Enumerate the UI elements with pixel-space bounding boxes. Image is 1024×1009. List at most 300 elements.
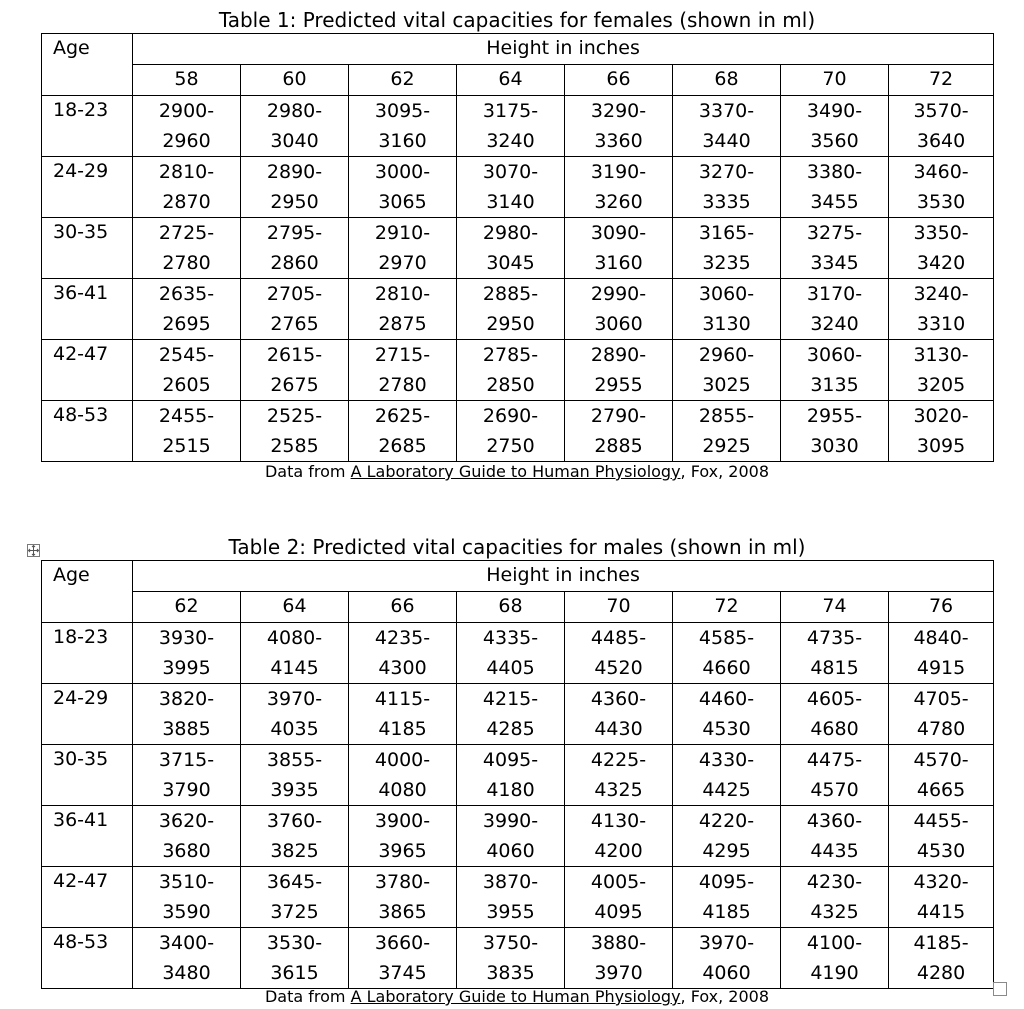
capacity-min: 2635- <box>158 283 215 305</box>
capacity-max: 3045 <box>486 252 535 274</box>
capacity-min: 2810- <box>374 283 431 305</box>
capacity-cell <box>889 806 994 867</box>
capacity-cell <box>133 340 241 401</box>
table2-caption: Table 2: Predicted vital capacities for males (shown in ml) <box>228 535 806 559</box>
capacity-min: 3380- <box>806 161 863 183</box>
capacity-min: 3620- <box>158 810 215 832</box>
capacity-max: 3140 <box>486 191 535 213</box>
table1-source <box>41 462 993 482</box>
capacity-min: 4230- <box>806 871 863 893</box>
capacity-min: 2545- <box>158 344 215 366</box>
capacity-min: 3570- <box>913 100 969 122</box>
capacity-max: 4185 <box>378 718 427 740</box>
table-move-handle-icon[interactable] <box>27 544 40 557</box>
height-column-header: 70 <box>565 592 673 623</box>
capacity-min: 3855- <box>266 749 323 771</box>
capacity-cell <box>133 157 241 218</box>
age-header: Age <box>42 561 133 623</box>
table-row <box>42 928 994 989</box>
capacity-cell <box>349 623 457 684</box>
capacity-cell <box>133 401 241 462</box>
capacity-max: 3615 <box>270 962 319 984</box>
capacity-max: 2585 <box>270 435 319 457</box>
capacity-cell <box>673 279 781 340</box>
capacity-min: 2955- <box>806 405 863 427</box>
capacity-cell <box>565 928 673 989</box>
capacity-cell <box>673 867 781 928</box>
capacity-min: 2795- <box>266 222 323 244</box>
capacity-max: 4280 <box>916 962 966 984</box>
capacity-min: 2715- <box>374 344 431 366</box>
capacity-min: 4455- <box>913 810 969 832</box>
capacity-min: 3400- <box>158 932 215 954</box>
capacity-min: 3290- <box>590 100 647 122</box>
height-values-row <box>42 65 994 96</box>
capacity-cell <box>781 279 889 340</box>
age-range-cell: 30-35 <box>42 745 133 806</box>
capacity-cell <box>349 157 457 218</box>
capacity-min: 4735- <box>806 627 863 649</box>
capacity-min: 3930- <box>158 627 215 649</box>
capacity-cell <box>457 806 565 867</box>
capacity-min: 2980- <box>266 100 323 122</box>
capacity-cell <box>349 745 457 806</box>
capacity-max: 3235 <box>702 252 751 274</box>
source-book-title: A Laboratory Guide to Human Physiology <box>350 462 681 481</box>
capacity-min: 3275- <box>806 222 863 244</box>
capacity-cell <box>565 96 673 157</box>
capacity-max: 2605 <box>162 374 211 396</box>
capacity-min: 4220- <box>698 810 755 832</box>
capacity-max: 2955 <box>594 374 643 396</box>
table-row <box>42 806 994 867</box>
capacity-cell <box>673 157 781 218</box>
capacity-max: 3725 <box>270 901 319 923</box>
capacity-cell <box>133 745 241 806</box>
height-column-header: 72 <box>673 592 781 623</box>
capacity-min: 3070- <box>482 161 539 183</box>
capacity-max: 3530 <box>916 191 966 213</box>
capacity-cell <box>133 806 241 867</box>
capacity-min: 3660- <box>374 932 431 954</box>
capacity-min: 3165- <box>698 222 755 244</box>
capacity-max: 3835 <box>486 962 535 984</box>
capacity-max: 3095 <box>916 435 966 457</box>
capacity-min: 4460- <box>698 688 755 710</box>
capacity-max: 3420 <box>916 252 966 274</box>
capacity-cell <box>349 401 457 462</box>
capacity-min: 2785- <box>482 344 539 366</box>
capacity-min: 3750- <box>482 932 539 954</box>
table-row <box>42 401 994 462</box>
capacity-min: 3970- <box>266 688 323 710</box>
table1-female-vital-capacity <box>41 33 994 462</box>
capacity-min: 4080- <box>266 627 323 649</box>
capacity-cell <box>241 745 349 806</box>
capacity-max: 4190 <box>810 962 859 984</box>
capacity-max: 4060 <box>702 962 751 984</box>
capacity-min: 2705- <box>266 283 323 305</box>
source-book-title: A Laboratory Guide to Human Physiology <box>350 987 681 1006</box>
capacity-max: 2675 <box>270 374 319 396</box>
table2-male-vital-capacity <box>41 560 994 989</box>
capacity-min: 4840- <box>913 627 969 649</box>
capacity-max: 3440 <box>702 130 751 152</box>
capacity-cell <box>781 745 889 806</box>
capacity-max: 4300 <box>378 657 427 679</box>
height-column-header: 68 <box>673 65 781 96</box>
capacity-max: 2875 <box>378 313 427 335</box>
capacity-cell <box>781 806 889 867</box>
height-column-header: 76 <box>889 592 994 623</box>
capacity-max: 3060 <box>594 313 643 335</box>
capacity-max: 4145 <box>270 657 319 679</box>
capacity-cell <box>241 623 349 684</box>
capacity-min: 4095- <box>482 749 539 771</box>
capacity-min: 2725- <box>158 222 215 244</box>
capacity-cell <box>673 806 781 867</box>
table-row <box>42 218 994 279</box>
capacity-max: 4660 <box>702 657 751 679</box>
age-range-cell: 30-35 <box>42 218 133 279</box>
height-column-header: 62 <box>133 592 241 623</box>
height-column-header: 72 <box>889 65 994 96</box>
height-header: Height in inches <box>133 34 994 65</box>
capacity-min: 4215- <box>482 688 539 710</box>
capacity-cell <box>673 218 781 279</box>
age-range-cell: 36-41 <box>42 279 133 340</box>
capacity-max: 3995 <box>162 657 211 679</box>
capacity-min: 3760- <box>266 810 323 832</box>
capacity-min: 3880- <box>590 932 647 954</box>
capacity-min: 3175- <box>482 100 539 122</box>
capacity-min: 2525- <box>266 405 323 427</box>
table2-source <box>41 987 993 1007</box>
capacity-cell <box>781 867 889 928</box>
capacity-cell <box>565 218 673 279</box>
capacity-min: 3820- <box>158 688 215 710</box>
capacity-min: 3900- <box>374 810 431 832</box>
capacity-cell <box>349 684 457 745</box>
capacity-max: 4295 <box>702 840 751 862</box>
table-row <box>42 623 994 684</box>
capacity-min: 4320- <box>913 871 969 893</box>
age-range-cell: 48-53 <box>42 928 133 989</box>
capacity-max: 4180 <box>486 779 535 801</box>
capacity-max: 3160 <box>378 130 427 152</box>
capacity-min: 4360- <box>590 688 647 710</box>
height-column-header: 70 <box>781 65 889 96</box>
capacity-max: 3640 <box>916 130 966 152</box>
capacity-max: 4520 <box>594 657 643 679</box>
capacity-min: 3970- <box>698 932 755 954</box>
capacity-min: 3095- <box>374 100 431 122</box>
capacity-min: 3510- <box>158 871 215 893</box>
capacity-max: 3205 <box>916 374 966 396</box>
capacity-cell <box>457 928 565 989</box>
capacity-max: 3360 <box>594 130 643 152</box>
capacity-cell <box>889 279 994 340</box>
capacity-cell <box>457 623 565 684</box>
capacity-min: 2885- <box>482 283 539 305</box>
height-values-row <box>42 592 994 623</box>
capacity-cell <box>781 96 889 157</box>
capacity-min: 4605- <box>806 688 863 710</box>
capacity-max: 2515 <box>162 435 211 457</box>
table-row <box>42 96 994 157</box>
capacity-min: 3990- <box>482 810 539 832</box>
capacity-min: 3780- <box>374 871 431 893</box>
capacity-min: 2855- <box>698 405 755 427</box>
capacity-min: 3000- <box>374 161 431 183</box>
capacity-max: 4185 <box>702 901 751 923</box>
capacity-max: 3160 <box>594 252 643 274</box>
capacity-min: 3870- <box>482 871 539 893</box>
capacity-max: 4035 <box>270 718 319 740</box>
capacity-max: 4915 <box>916 657 966 679</box>
capacity-cell <box>241 928 349 989</box>
capacity-min: 4115- <box>374 688 431 710</box>
capacity-min: 4130- <box>590 810 647 832</box>
capacity-min: 4705- <box>913 688 969 710</box>
source-prefix: Data from <box>264 987 351 1006</box>
capacity-max: 4285 <box>486 718 535 740</box>
capacity-cell <box>349 867 457 928</box>
capacity-cell <box>241 340 349 401</box>
capacity-max: 2780 <box>378 374 427 396</box>
capacity-max: 3935 <box>270 779 319 801</box>
capacity-cell <box>889 96 994 157</box>
capacity-max: 3865 <box>378 901 427 923</box>
capacity-cell <box>565 745 673 806</box>
capacity-cell <box>241 157 349 218</box>
capacity-cell <box>133 684 241 745</box>
capacity-max: 3885 <box>162 718 211 740</box>
table-resize-handle[interactable] <box>993 982 1007 996</box>
capacity-min: 4475- <box>806 749 863 771</box>
capacity-cell <box>889 745 994 806</box>
capacity-cell <box>889 157 994 218</box>
capacity-max: 3825 <box>270 840 319 862</box>
capacity-max: 3335 <box>702 191 751 213</box>
capacity-max: 4815 <box>810 657 859 679</box>
capacity-min: 2790- <box>590 405 647 427</box>
capacity-max: 4665 <box>916 779 966 801</box>
capacity-cell <box>565 867 673 928</box>
capacity-min: 4335- <box>482 627 539 649</box>
source-prefix: Data from <box>264 462 351 481</box>
capacity-cell <box>133 279 241 340</box>
capacity-min: 2910- <box>374 222 431 244</box>
capacity-min: 2615- <box>266 344 323 366</box>
capacity-cell <box>349 218 457 279</box>
capacity-max: 2950 <box>486 313 535 335</box>
capacity-min: 3060- <box>806 344 863 366</box>
capacity-cell <box>241 684 349 745</box>
age-range-cell: 36-41 <box>42 806 133 867</box>
capacity-max: 3965 <box>378 840 427 862</box>
capacity-max: 3065 <box>378 191 427 213</box>
capacity-cell <box>349 279 457 340</box>
capacity-cell <box>133 867 241 928</box>
capacity-min: 2455- <box>158 405 215 427</box>
capacity-max: 2695 <box>162 313 211 335</box>
capacity-cell <box>565 340 673 401</box>
capacity-cell <box>781 684 889 745</box>
table-row <box>42 157 994 218</box>
capacity-min: 2900- <box>158 100 215 122</box>
capacity-max: 4570 <box>810 779 859 801</box>
capacity-max: 3560 <box>810 130 859 152</box>
table-row <box>42 745 994 806</box>
capacity-min: 3240- <box>913 283 969 305</box>
capacity-cell <box>781 623 889 684</box>
capacity-max: 3480 <box>162 962 211 984</box>
capacity-min: 3020- <box>913 405 969 427</box>
capacity-max: 3040 <box>270 130 319 152</box>
capacity-max: 4200 <box>594 840 643 862</box>
capacity-max: 2925 <box>702 435 751 457</box>
capacity-cell <box>565 623 673 684</box>
capacity-max: 2765 <box>270 313 319 335</box>
age-range-cell: 42-47 <box>42 340 133 401</box>
capacity-cell <box>349 340 457 401</box>
capacity-cell <box>457 279 565 340</box>
capacity-cell <box>457 401 565 462</box>
capacity-min: 3530- <box>266 932 323 954</box>
capacity-max: 3970 <box>594 962 643 984</box>
age-range-cell: 24-29 <box>42 157 133 218</box>
capacity-cell <box>349 928 457 989</box>
capacity-cell <box>241 279 349 340</box>
capacity-min: 3350- <box>913 222 969 244</box>
capacity-max: 3260 <box>594 191 643 213</box>
capacity-max: 4095 <box>594 901 643 923</box>
capacity-cell <box>457 96 565 157</box>
capacity-max: 4780 <box>916 718 966 740</box>
capacity-max: 2860 <box>270 252 319 274</box>
capacity-max: 3745 <box>378 962 427 984</box>
capacity-min: 2810- <box>158 161 215 183</box>
age-range-cell: 48-53 <box>42 401 133 462</box>
table-row <box>42 279 994 340</box>
height-column-header: 74 <box>781 592 889 623</box>
source-suffix: , Fox, 2008 <box>680 462 770 481</box>
capacity-max: 3030 <box>810 435 859 457</box>
capacity-min: 3270- <box>698 161 755 183</box>
capacity-max: 4530 <box>916 840 966 862</box>
capacity-cell <box>457 684 565 745</box>
header-row <box>42 34 994 65</box>
capacity-min: 4585- <box>698 627 755 649</box>
capacity-cell <box>241 96 349 157</box>
capacity-cell <box>241 401 349 462</box>
capacity-min: 4570- <box>913 749 969 771</box>
capacity-max: 3130 <box>702 313 751 335</box>
height-column-header: 62 <box>349 65 457 96</box>
capacity-cell <box>457 218 565 279</box>
table-row <box>42 340 994 401</box>
height-column-header: 68 <box>457 592 565 623</box>
capacity-cell <box>781 340 889 401</box>
capacity-max: 3135 <box>810 374 859 396</box>
capacity-max: 4415 <box>916 901 966 923</box>
capacity-max: 2960 <box>162 130 211 152</box>
capacity-min: 3190- <box>590 161 647 183</box>
capacity-min: 2980- <box>482 222 539 244</box>
capacity-cell <box>133 928 241 989</box>
capacity-max: 2780 <box>162 252 211 274</box>
capacity-max: 2885 <box>594 435 643 457</box>
capacity-min: 2960- <box>698 344 755 366</box>
height-column-header: 64 <box>241 592 349 623</box>
capacity-cell <box>673 745 781 806</box>
capacity-min: 4005- <box>590 871 647 893</box>
capacity-max: 4325 <box>810 901 859 923</box>
capacity-cell <box>241 218 349 279</box>
capacity-cell <box>349 96 457 157</box>
capacity-min: 4100- <box>806 932 863 954</box>
age-range-cell: 42-47 <box>42 867 133 928</box>
capacity-max: 2750 <box>486 435 535 457</box>
capacity-max: 3310 <box>916 313 966 335</box>
capacity-min: 2890- <box>266 161 323 183</box>
capacity-cell <box>565 806 673 867</box>
capacity-max: 3345 <box>810 252 859 274</box>
capacity-cell <box>241 806 349 867</box>
capacity-max: 3240 <box>810 313 859 335</box>
capacity-max: 3590 <box>162 901 211 923</box>
capacity-max: 3025 <box>702 374 751 396</box>
capacity-cell <box>565 684 673 745</box>
height-column-header: 58 <box>133 65 241 96</box>
header-row <box>42 561 994 592</box>
capacity-min: 3460- <box>913 161 969 183</box>
capacity-max: 4060 <box>486 840 535 862</box>
capacity-cell <box>673 928 781 989</box>
capacity-max: 2850 <box>486 374 535 396</box>
capacity-min: 4225- <box>590 749 647 771</box>
capacity-max: 4680 <box>810 718 859 740</box>
capacity-min: 3060- <box>698 283 755 305</box>
capacity-min: 4235- <box>374 627 431 649</box>
capacity-cell <box>457 340 565 401</box>
capacity-min: 3645- <box>266 871 323 893</box>
height-column-header: 66 <box>349 592 457 623</box>
capacity-cell <box>565 279 673 340</box>
capacity-max: 4425 <box>702 779 751 801</box>
height-column-header: 60 <box>241 65 349 96</box>
capacity-min: 4330- <box>698 749 755 771</box>
capacity-min: 2690- <box>482 405 539 427</box>
capacity-max: 3955 <box>486 901 535 923</box>
capacity-cell <box>457 867 565 928</box>
capacity-cell <box>241 867 349 928</box>
capacity-max: 4530 <box>702 718 751 740</box>
capacity-max: 3680 <box>162 840 211 862</box>
capacity-cell <box>781 401 889 462</box>
capacity-max: 4430 <box>594 718 643 740</box>
capacity-max: 4080 <box>378 779 427 801</box>
capacity-min: 3490- <box>806 100 863 122</box>
capacity-max: 3240 <box>486 130 535 152</box>
capacity-min: 2890- <box>590 344 647 366</box>
capacity-min: 4095- <box>698 871 755 893</box>
table-row <box>42 867 994 928</box>
capacity-cell <box>349 806 457 867</box>
capacity-max: 3790 <box>162 779 211 801</box>
capacity-min: 3090- <box>590 222 647 244</box>
